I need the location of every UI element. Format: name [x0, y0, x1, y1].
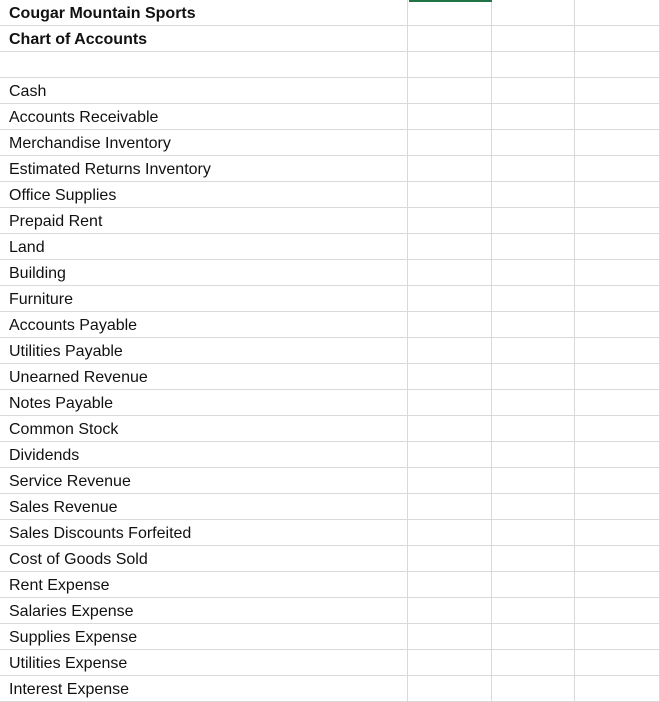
- empty-cell[interactable]: [408, 156, 492, 181]
- account-row: [0, 442, 660, 468]
- account-row: [0, 468, 660, 494]
- empty-cell[interactable]: [575, 338, 660, 363]
- empty-cell[interactable]: [408, 390, 492, 415]
- account-row: [0, 546, 660, 572]
- account-row: [0, 598, 660, 624]
- empty-cell[interactable]: [575, 598, 660, 623]
- account-name-cell[interactable]: Estimated Returns Inventory: [0, 156, 408, 181]
- empty-cell[interactable]: [492, 26, 575, 51]
- empty-cell[interactable]: [575, 182, 660, 207]
- empty-cell[interactable]: [492, 520, 575, 545]
- account-name-cell[interactable]: Common Stock: [0, 416, 408, 441]
- empty-cell[interactable]: [492, 182, 575, 207]
- empty-cell[interactable]: [575, 130, 660, 155]
- account-row: [0, 520, 660, 546]
- account-name-cell[interactable]: Building: [0, 260, 408, 285]
- account-row: [0, 312, 660, 338]
- account-row: [0, 182, 660, 208]
- empty-cell[interactable]: [575, 260, 660, 285]
- account-name-cell[interactable]: Notes Payable: [0, 390, 408, 415]
- empty-cell[interactable]: [408, 676, 492, 701]
- empty-cell[interactable]: [408, 572, 492, 597]
- account-row: [0, 650, 660, 676]
- empty-cell[interactable]: [408, 598, 492, 623]
- empty-cell[interactable]: [408, 52, 492, 77]
- empty-cell[interactable]: [492, 208, 575, 233]
- account-name-cell[interactable]: Accounts Receivable: [0, 104, 408, 129]
- account-name-cell[interactable]: Salaries Expense: [0, 598, 408, 623]
- empty-cell[interactable]: [408, 208, 492, 233]
- empty-cell[interactable]: [408, 26, 492, 51]
- empty-cell[interactable]: [408, 650, 492, 675]
- account-row: [0, 104, 660, 130]
- empty-cell[interactable]: [575, 364, 660, 389]
- empty-cell[interactable]: [575, 390, 660, 415]
- empty-cell[interactable]: [408, 442, 492, 467]
- empty-cell[interactable]: [575, 26, 660, 51]
- empty-cell[interactable]: [575, 520, 660, 545]
- empty-cell[interactable]: [575, 312, 660, 337]
- account-row: [0, 156, 660, 182]
- empty-cell[interactable]: [408, 494, 492, 519]
- account-name-cell[interactable]: Prepaid Rent: [0, 208, 408, 233]
- account-row: [0, 494, 660, 520]
- empty-cell[interactable]: [575, 234, 660, 259]
- sheet-row: [0, 52, 660, 78]
- empty-cell[interactable]: [492, 676, 575, 701]
- empty-cell[interactable]: [575, 0, 660, 25]
- account-name-cell[interactable]: Accounts Payable: [0, 312, 408, 337]
- account-name-cell[interactable]: Furniture: [0, 286, 408, 311]
- account-row: [0, 364, 660, 390]
- empty-cell[interactable]: [492, 494, 575, 519]
- empty-cell[interactable]: [408, 468, 492, 493]
- sheet-row: [0, 0, 660, 26]
- empty-cell[interactable]: [575, 624, 660, 649]
- sheet-title-cell[interactable]: Chart of Accounts: [0, 26, 408, 51]
- empty-cell[interactable]: [408, 260, 492, 285]
- empty-cell[interactable]: [492, 624, 575, 649]
- account-row: [0, 130, 660, 156]
- empty-cell[interactable]: [408, 312, 492, 337]
- account-row: [0, 338, 660, 364]
- account-name-cell[interactable]: Utilities Payable: [0, 338, 408, 363]
- account-row: [0, 624, 660, 650]
- empty-cell[interactable]: [492, 338, 575, 363]
- empty-cell[interactable]: [492, 130, 575, 155]
- account-row: [0, 676, 660, 702]
- account-row: [0, 572, 660, 598]
- empty-cell[interactable]: [492, 442, 575, 467]
- sheet-row: [0, 26, 660, 52]
- empty-cell[interactable]: [492, 572, 575, 597]
- account-row: [0, 208, 660, 234]
- empty-cell[interactable]: [408, 416, 492, 441]
- account-name-cell[interactable]: Supplies Expense: [0, 624, 408, 649]
- empty-cell[interactable]: [575, 208, 660, 233]
- empty-cell[interactable]: [408, 130, 492, 155]
- account-name-cell[interactable]: Utilities Expense: [0, 650, 408, 675]
- empty-cell[interactable]: [492, 0, 575, 25]
- empty-cell[interactable]: [492, 312, 575, 337]
- empty-cell[interactable]: [492, 468, 575, 493]
- empty-cell[interactable]: [408, 520, 492, 545]
- account-name-cell[interactable]: Dividends: [0, 442, 408, 467]
- empty-cell[interactable]: [575, 442, 660, 467]
- empty-cell[interactable]: [492, 286, 575, 311]
- empty-cell[interactable]: [575, 286, 660, 311]
- empty-cell[interactable]: [575, 156, 660, 181]
- empty-cell[interactable]: [492, 598, 575, 623]
- company-name-cell[interactable]: Cougar Mountain Sports: [0, 0, 408, 25]
- empty-cell[interactable]: [492, 156, 575, 181]
- empty-cell[interactable]: [492, 234, 575, 259]
- empty-cell[interactable]: [575, 52, 660, 77]
- active-cell-indicator: [409, 0, 492, 2]
- account-row: [0, 78, 660, 104]
- empty-cell[interactable]: [575, 104, 660, 129]
- empty-cell[interactable]: [492, 650, 575, 675]
- account-name-cell[interactable]: Sales Discounts Forfeited: [0, 520, 408, 545]
- empty-cell[interactable]: [408, 286, 492, 311]
- empty-cell[interactable]: [492, 52, 575, 77]
- account-row: [0, 260, 660, 286]
- empty-cell[interactable]: [408, 546, 492, 571]
- account-name-cell[interactable]: Unearned Revenue: [0, 364, 408, 389]
- empty-cell[interactable]: [492, 104, 575, 129]
- account-name-cell[interactable]: Office Supplies: [0, 182, 408, 207]
- account-row: [0, 234, 660, 260]
- empty-cell[interactable]: [575, 650, 660, 675]
- account-row: [0, 416, 660, 442]
- account-name-cell[interactable]: Sales Revenue: [0, 494, 408, 519]
- empty-cell[interactable]: [408, 182, 492, 207]
- account-name-cell[interactable]: Land: [0, 234, 408, 259]
- account-name-cell[interactable]: Merchandise Inventory: [0, 130, 408, 155]
- empty-cell[interactable]: [575, 494, 660, 519]
- empty-cell[interactable]: [492, 416, 575, 441]
- empty-cell[interactable]: [575, 78, 660, 103]
- empty-cell[interactable]: [575, 676, 660, 701]
- account-name-cell[interactable]: Service Revenue: [0, 468, 408, 493]
- empty-cell[interactable]: [408, 234, 492, 259]
- empty-cell[interactable]: [492, 546, 575, 571]
- empty-cell[interactable]: [0, 52, 408, 77]
- empty-cell[interactable]: [408, 338, 492, 363]
- empty-cell[interactable]: [575, 572, 660, 597]
- account-name-cell[interactable]: Cost of Goods Sold: [0, 546, 408, 571]
- empty-cell[interactable]: [408, 364, 492, 389]
- empty-cell[interactable]: [575, 546, 660, 571]
- account-row: [0, 286, 660, 312]
- empty-cell[interactable]: [492, 260, 575, 285]
- empty-cell[interactable]: [408, 104, 492, 129]
- account-name-cell[interactable]: Cash: [0, 78, 408, 103]
- empty-cell[interactable]: [408, 624, 492, 649]
- empty-cell[interactable]: [492, 78, 575, 103]
- empty-cell[interactable]: [575, 468, 660, 493]
- empty-cell[interactable]: [575, 416, 660, 441]
- empty-cell[interactable]: [492, 364, 575, 389]
- empty-cell[interactable]: [408, 78, 492, 103]
- empty-cell[interactable]: [492, 390, 575, 415]
- empty-cell[interactable]: [408, 0, 492, 25]
- account-name-cell[interactable]: Interest Expense: [0, 676, 408, 701]
- account-name-cell[interactable]: Rent Expense: [0, 572, 408, 597]
- account-row: [0, 390, 660, 416]
